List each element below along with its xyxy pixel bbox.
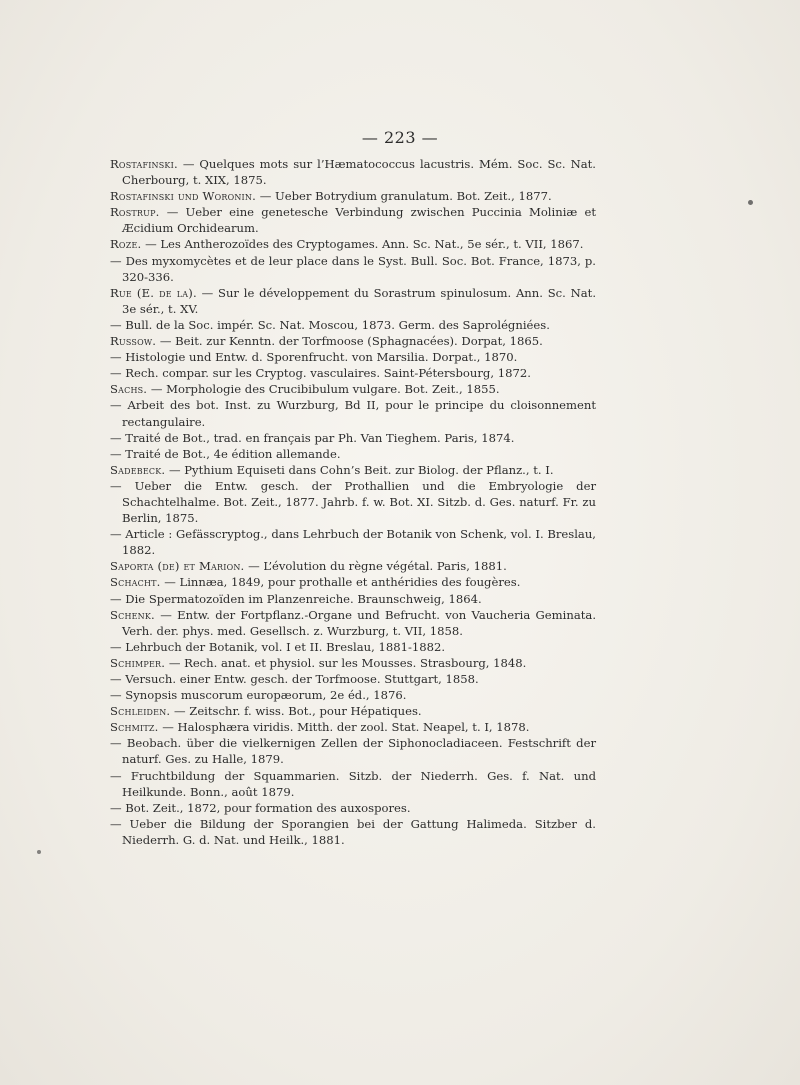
entry-author: Schacht. (110, 575, 161, 590)
bibliography-entry (110, 446, 596, 462)
entry-text: — Quelques mots sur l’Hæmatococcus lacustris. Mém. Soc. Sc. Nat. Cherbourg, t. XIX, 1875. (122, 157, 596, 188)
bibliography-entry (110, 349, 596, 365)
entry-text: — Les Antherozoïdes des Cryptogames. Ann. Sc. Nat., 5e sér., t. VII, 1867. (145, 237, 584, 252)
bibliography-entry (110, 285, 596, 317)
bibliography-entry (110, 687, 596, 703)
bibliography-entry (110, 317, 596, 333)
entry-text: — Halosphæra viridis. Mitth. der zool. Stat. Neapel, t. I, 1878. (162, 720, 530, 735)
entry-text: — Ueber Botrydium granulatum. Bot. Zeit., 1877. (259, 189, 552, 204)
bibliography-entry (110, 253, 596, 285)
bibliography-entry (110, 574, 596, 590)
entry-text: — Article : Gefässcryptog., dans Lehrbuch der Botanik von Schenk, vol. I. Breslau, 1882. (110, 527, 596, 558)
entry-text: — Fruchtbildung der Squammarien. Sitzb. der Niederrh. Ges. f. Nat. und Heilkunde. Bonn., août 1879. (110, 768, 596, 799)
bibliography-entry (110, 365, 596, 381)
entry-author: Rostrup. (110, 205, 160, 220)
entry-author: Russow. (110, 334, 157, 349)
entry-author: Rue (E. de la). (110, 285, 197, 300)
entry-text: — Lehrbuch der Botanik, vol. I et II. Breslau, 1881-1882. (110, 639, 446, 654)
bibliography-entry (110, 768, 596, 800)
bibliography-entry (110, 430, 596, 446)
entry-author: Sachs. (110, 382, 148, 397)
entry-text: — Bull. de la Soc. impér. Sc. Nat. Moscou, 1873. Germ. des Saprolégniées. (110, 317, 550, 332)
bibliography-entry (110, 478, 596, 526)
entry-text: — Rech. anat. et physiol. sur les Mousses. Strasbourg, 1848. (168, 655, 527, 670)
entry-author: Schimper. (110, 655, 166, 670)
entry-text: — Traité de Bot., 4e édition allemande. (110, 446, 341, 461)
entry-text: — Zeitschr. f. wiss. Bot., pour Hépatiques. (173, 704, 422, 719)
entry-text: — Sur le développement du Sorastrum spinulosum. Ann. Sc. Nat. 3e sér., t. XV. (122, 285, 597, 316)
bibliography-list (110, 156, 596, 848)
entry-text: — Ueber eine genetesche Verbindung zwischen Puccinia Moliniæ et Æcidium Orchidearum. (122, 205, 596, 236)
entry-text: — Arbeit des bot. Inst. zu Wurzburg, Bd II, pour le principe du cloisonnement rectangulaire. (110, 398, 596, 429)
entry-text: — Ueber die Entw. gesch. der Prothallien und die Embryologie der Schachtelhalme. Bot. Zeit., 1877. Jahrb. f. w. Bot. XI. Sitzb. d. Ges. naturf. Fr. zu Berlin, 1875. (110, 478, 596, 526)
page-number: — 223 — (361, 128, 439, 147)
entry-text: — L’évolution du règne végétal. Paris, 1881. (248, 559, 507, 574)
entry-text: — Ueber die Bildung der Sporangien bei der Gattung Halimeda. Sitzber d. Niederrh. G. d. Nat. und Heilk., 1881. (110, 816, 596, 847)
bibliography-entry (110, 526, 596, 558)
ink-speck (748, 200, 753, 205)
bibliography-entry (110, 735, 596, 767)
bibliography-entry (110, 381, 596, 397)
entry-text: — Bot. Zeit., 1872, pour formation des auxospores. (110, 800, 411, 815)
bibliography-entry (110, 639, 596, 655)
bibliography-entry (110, 204, 596, 236)
ink-speck (37, 850, 41, 854)
bibliography-entry (110, 607, 596, 639)
bibliography-entry (110, 236, 596, 252)
bibliography-entry (110, 703, 596, 719)
entry-text: — Morphologie des Crucibibulum vulgare. Bot. Zeit., 1855. (150, 382, 500, 397)
entry-author: Schleiden. (110, 704, 171, 719)
bibliography-entry (110, 655, 596, 671)
entry-text: — Versuch. einer Entw. gesch. der Torfmoose. Stuttgart, 1858. (110, 672, 479, 686)
bibliography-entry (110, 156, 596, 188)
bibliography-entry (110, 333, 596, 349)
bibliography-entry (110, 671, 596, 687)
entry-author: Saporta (de) et Marion. (110, 559, 245, 574)
bibliography-entry (110, 816, 596, 848)
entry-author: Sadebeck. (110, 462, 166, 477)
bibliography-entry (110, 397, 596, 429)
entry-text: — Die Spermatozoïden im Planzenreiche. Braunschweig, 1864. (110, 591, 482, 606)
bibliography-entry (110, 188, 596, 204)
entry-text: — Traité de Bot., trad. en français par Ph. Van Tieghem. Paris, 1874. (110, 430, 515, 445)
entry-text: — Linnæa, 1849, pour prothalle et anthéridies des fougères. (164, 575, 521, 590)
entry-text: — Pythium Equiseti dans Cohn’s Beit. zur Biolog. der Pflanz., t. I. (168, 462, 554, 477)
entry-author: Rostafinski. (110, 157, 178, 171)
bibliography-entry (110, 558, 596, 574)
bibliography-entry (110, 591, 596, 607)
entry-author: Rostafinski und Woronin. (110, 189, 257, 204)
entry-text: — Histologie und Entw. d. Sporenfrucht. von Marsilia. Dorpat., 1870. (110, 350, 518, 365)
bibliography-entry (110, 800, 596, 816)
entry-text: — Entw. der Fortpflanz.-Organe und Befrucht. von Vaucheria Geminata. Verh. der. phys. med. Gesellsch. z. Wurzburg, t. VII, 1858. (122, 607, 596, 638)
entry-text: — Beobach. über die vielkernigen Zellen der Siphonocladiaceen. Festschrift der naturf. Ges. zu Halle, 1879. (110, 736, 596, 767)
entry-author: Roze. (110, 237, 142, 252)
entry-text: — Synopsis muscorum europæorum, 2e éd., 1876. (110, 688, 407, 703)
entry-text: — Beit. zur Kenntn. der Torfmoose (Sphagnacées). Dorpat, 1865. (159, 334, 543, 349)
entry-text: — Des myxomycètes et de leur place dans le Syst. Bull. Soc. Bot. France, 1873, p. 320-336. (110, 253, 596, 284)
entry-author: Schmitz. (110, 720, 159, 735)
entry-author: Schenk. (110, 607, 155, 622)
bibliography-entry (110, 462, 596, 478)
entry-text: — Rech. compar. sur les Cryptog. vasculaires. Saint-Pétersbourg, 1872. (110, 366, 531, 381)
bibliography-entry (110, 719, 596, 735)
